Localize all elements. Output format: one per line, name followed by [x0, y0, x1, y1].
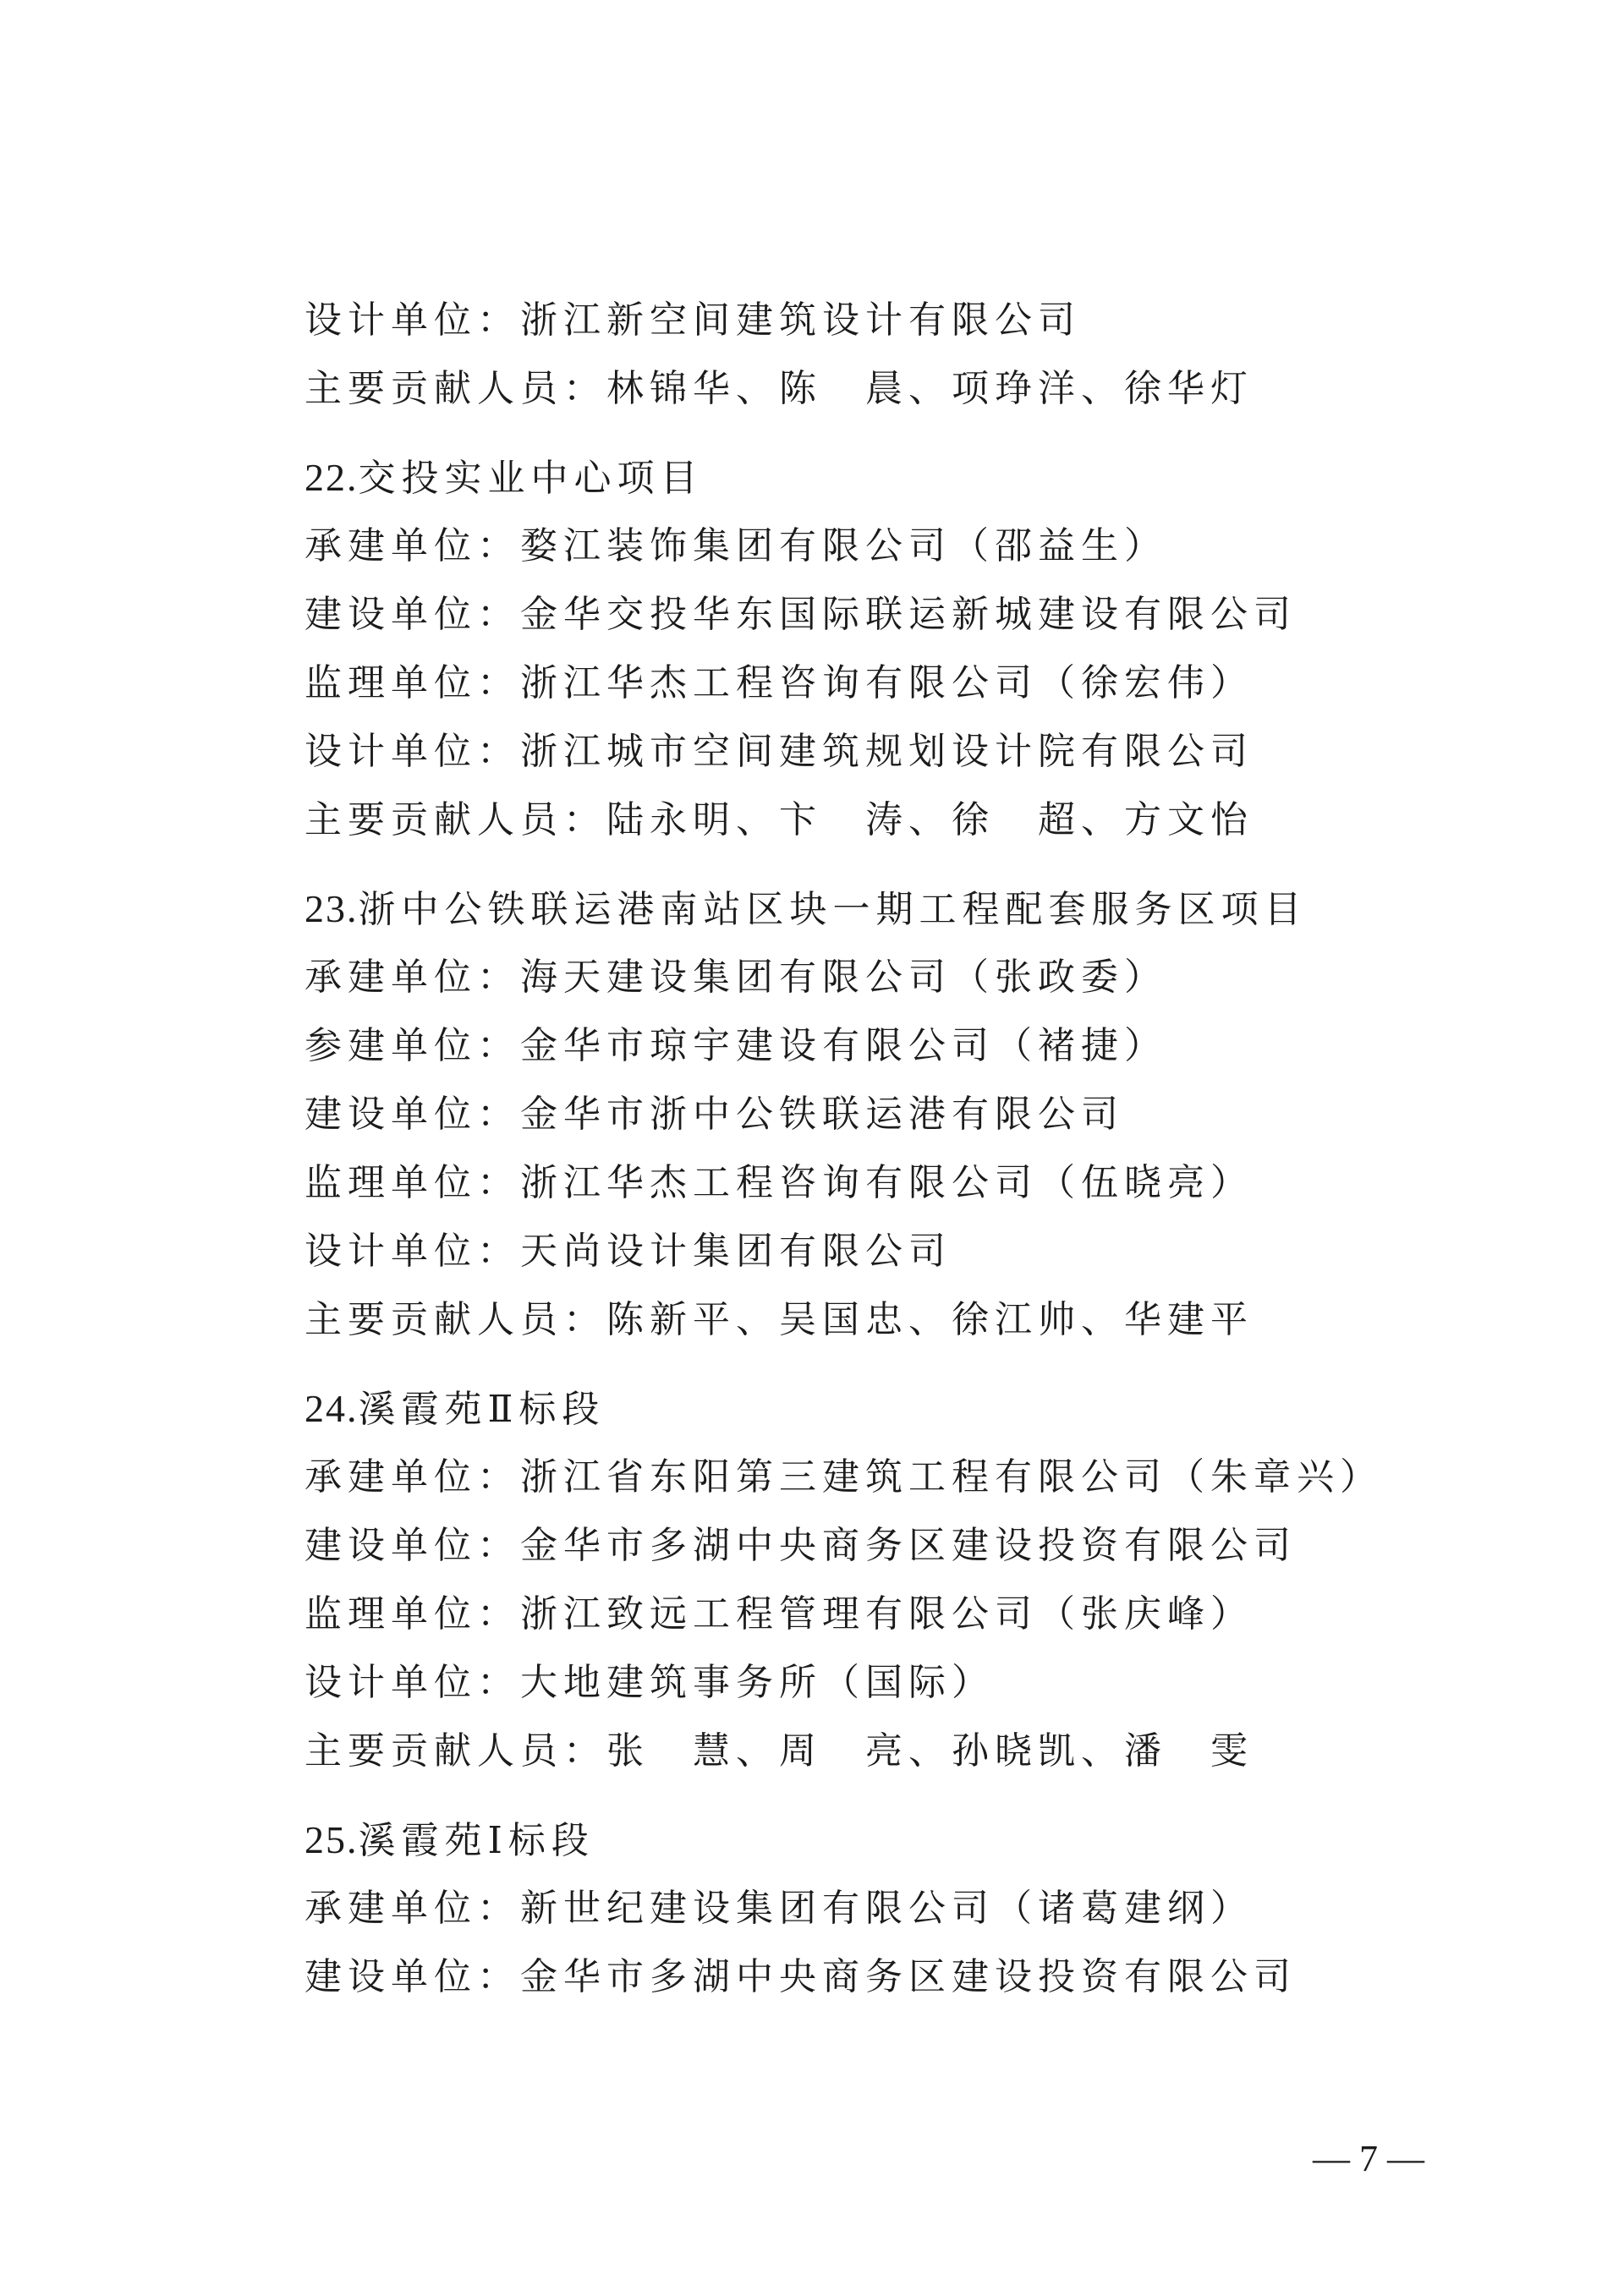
project-title: 溪霞苑Ⅰ标段 [358, 1819, 595, 1862]
entry-label: 承建单位： [304, 524, 520, 567]
entry-line [304, 512, 1556, 580]
entry-line [304, 1443, 1556, 1511]
entry-value: 金华市多湖中央商务区建设投资有限公司 [520, 1524, 1297, 1567]
entry-value: 浙江致远工程管理有限公司（张庆峰） [520, 1592, 1254, 1636]
entry-label: 监理单位： [304, 1161, 520, 1204]
entry-value: 新世纪建设集团有限公司（诸葛建纲） [520, 1887, 1254, 1930]
entry-line [304, 717, 1556, 786]
entry-value: 海天建设集团有限公司（张政委） [520, 956, 1167, 999]
entry-label: 主要贡献人员： [304, 1298, 606, 1341]
entry-line [304, 1011, 1556, 1080]
entry-value: 金华市琼宇建设有限公司（褚捷） [520, 1024, 1167, 1067]
project-heading-23 [304, 874, 1556, 943]
entry-line-design-unit [304, 286, 1556, 354]
entry-line [304, 1217, 1556, 1285]
entry-value: 浙江新空间建筑设计有限公司 [520, 299, 1081, 342]
entry-label: 建设单位： [304, 593, 520, 636]
entry-value: 浙江城市空间建筑规划设计院有限公司 [520, 730, 1254, 773]
entry-value: 张 慧、周 亮、孙晓凯、潘 雯 [606, 1729, 1254, 1773]
document-body [304, 286, 1556, 2011]
entry-label: 主要贡献人员： [304, 1729, 606, 1773]
entry-value: 大地建筑事务所（国际） [520, 1661, 995, 1704]
project-title: 溪霞苑Ⅱ标段 [358, 1388, 606, 1431]
project-number: 24. [304, 1387, 359, 1430]
entry-label: 建设单位： [304, 1955, 520, 1998]
entry-label: 承建单位： [304, 1887, 520, 1930]
entry-line [304, 1285, 1556, 1354]
project-heading-24 [304, 1374, 1556, 1443]
entry-line [304, 1648, 1556, 1717]
entry-line [304, 1580, 1556, 1648]
entry-line [304, 1080, 1556, 1148]
entry-value: 金华市浙中公铁联运港有限公司 [520, 1093, 1124, 1136]
project-number: 25. [304, 1818, 359, 1861]
entry-line [304, 943, 1556, 1011]
entry-line [304, 1717, 1556, 1785]
entry-line [304, 1148, 1556, 1217]
entry-line [304, 580, 1556, 649]
entry-value: 金华市多湖中央商务区建设投资有限公司 [520, 1955, 1297, 1998]
entry-label: 建设单位： [304, 1524, 520, 1567]
entry-value: 林锦华、陈 晨、项琤洋、徐华灯 [606, 367, 1254, 410]
entry-label: 承建单位： [304, 956, 520, 999]
entry-value: 浙江华杰工程咨询有限公司（伍晓亮） [520, 1161, 1254, 1204]
entry-label: 设计单位： [304, 1661, 520, 1704]
entry-line [304, 649, 1556, 717]
entry-label: 设计单位： [304, 1230, 520, 1273]
project-heading-25 [304, 1806, 1556, 1874]
project-title: 浙中公铁联运港南站区块一期工程配套服务区项目 [358, 888, 1308, 931]
entry-label: 主要贡献人员： [304, 367, 606, 410]
project-number: 22. [304, 456, 359, 499]
entry-line [304, 1943, 1556, 2011]
project-heading-22 [304, 443, 1556, 512]
entry-value: 陈新平、吴国忠、徐江帅、华建平 [606, 1298, 1254, 1341]
entry-label: 设计单位： [304, 299, 520, 342]
entry-value: 陆永明、卞 涛、徐 超、方文怡 [606, 798, 1254, 841]
entry-line-contributors [304, 354, 1556, 423]
entry-line [304, 1874, 1556, 1943]
project-number: 23. [304, 887, 359, 930]
entry-label: 参建单位： [304, 1024, 520, 1067]
entry-value: 浙江华杰工程咨询有限公司（徐宏伟） [520, 661, 1254, 704]
entry-line [304, 786, 1556, 854]
page-number: — 7 — [1313, 2138, 1424, 2179]
entry-label: 监理单位： [304, 1592, 520, 1636]
entry-label: 设计单位： [304, 730, 520, 773]
entry-value: 天尚设计集团有限公司 [520, 1230, 952, 1273]
entry-label: 主要贡献人员： [304, 798, 606, 841]
project-title: 交投实业中心项目 [358, 457, 704, 500]
entry-value: 浙江省东阳第三建筑工程有限公司（朱章兴） [520, 1455, 1383, 1499]
entry-line [304, 1511, 1556, 1580]
entry-label: 监理单位： [304, 661, 520, 704]
entry-value: 金华交投华东国际联运新城建设有限公司 [520, 593, 1297, 636]
entry-label: 建设单位： [304, 1093, 520, 1136]
entry-value: 婺江装饰集团有限公司（邵益生） [520, 524, 1167, 567]
entry-label: 承建单位： [304, 1455, 520, 1499]
